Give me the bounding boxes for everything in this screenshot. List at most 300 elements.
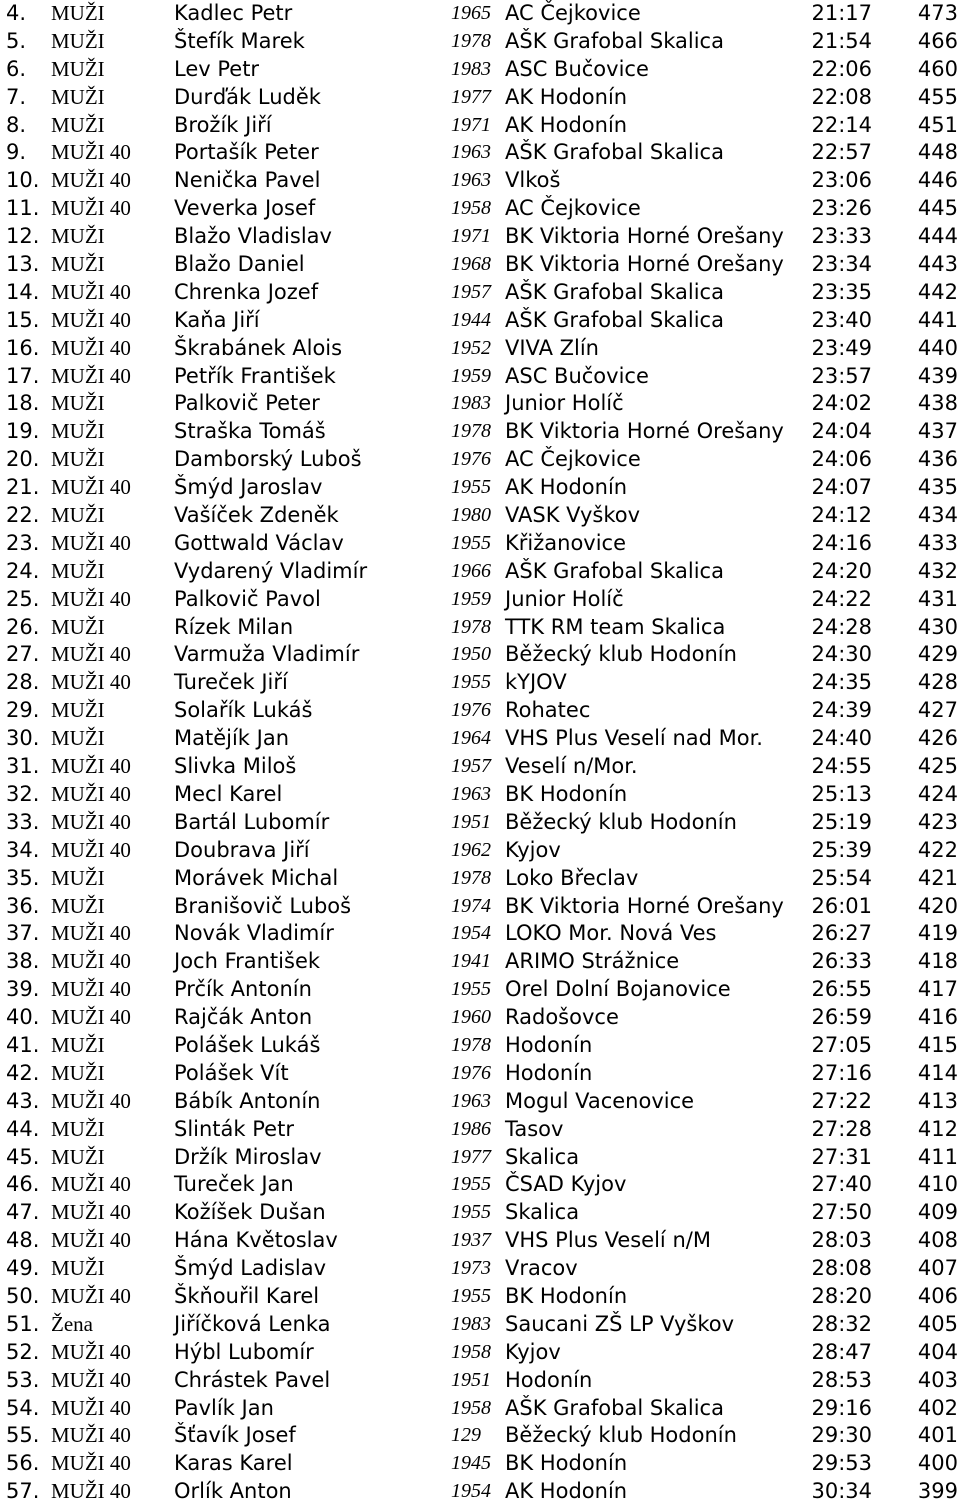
result-row	[0, 1227, 960, 1255]
time-cell: 29:53	[811, 1451, 872, 1476]
result-row	[0, 893, 960, 921]
name-cell: Gottwald Václav	[174, 530, 344, 555]
rank-cell: 55.	[6, 1423, 40, 1448]
result-row	[0, 195, 960, 223]
category-cell: MUŽI	[51, 1032, 105, 1057]
time-cell: 23:33	[811, 224, 872, 249]
result-row	[0, 614, 960, 642]
club-cell: ČSAD Kyjov	[505, 1172, 627, 1197]
points-cell: 419	[917, 921, 958, 946]
year-cell: 1977	[451, 1145, 491, 1168]
name-cell: Veverka Josef	[174, 196, 316, 221]
year-cell: 1955	[451, 978, 491, 1001]
year-cell: 1976	[451, 699, 491, 722]
result-row	[0, 335, 960, 363]
time-cell: 27:22	[811, 1088, 872, 1113]
points-cell: 408	[917, 1228, 958, 1253]
points-cell: 415	[917, 1032, 958, 1057]
category-cell: MUŽI 40	[51, 475, 131, 500]
category-cell: MUŽI 40	[51, 1395, 131, 1420]
time-cell: 24:04	[811, 419, 872, 444]
category-cell: MUŽI 40	[51, 1005, 131, 1030]
club-cell: ARIMO Strážnice	[505, 949, 680, 974]
points-cell: 466	[917, 28, 958, 53]
time-cell: 28:08	[811, 1256, 872, 1281]
category-cell: MUŽI 40	[51, 140, 131, 165]
time-cell: 24:30	[811, 642, 872, 667]
club-cell: AŠK Grafobal Skalica	[505, 307, 724, 332]
points-cell: 413	[917, 1088, 958, 1113]
time-cell: 22:57	[811, 140, 872, 165]
result-row	[0, 112, 960, 140]
name-cell: Kožíšek Dušan	[174, 1200, 326, 1225]
name-cell: Lev Petr	[174, 56, 260, 81]
result-row	[0, 1255, 960, 1283]
name-cell: Škňouřil Karel	[174, 1283, 320, 1308]
year-cell: 1963	[451, 141, 491, 164]
name-cell: Štefík Marek	[174, 28, 305, 53]
time-cell: 30:34	[811, 1479, 872, 1504]
result-row	[0, 167, 960, 195]
result-row	[0, 474, 960, 502]
name-cell: Tureček Jan	[174, 1172, 294, 1197]
year-cell: 1952	[451, 336, 491, 359]
club-cell: BK Viktoria Horné Orešany	[505, 893, 784, 918]
club-cell: Junior Holíč	[505, 391, 624, 416]
name-cell: Matějík Jan	[174, 726, 290, 751]
points-cell: 422	[917, 837, 958, 862]
result-row	[0, 1422, 960, 1450]
result-row	[0, 1171, 960, 1199]
time-cell: 24:20	[811, 558, 872, 583]
year-cell: 1944	[451, 308, 491, 331]
result-row	[0, 363, 960, 391]
time-cell: 27:31	[811, 1144, 872, 1169]
category-cell: MUŽI 40	[51, 837, 131, 862]
time-cell: 29:16	[811, 1395, 872, 1420]
result-row	[0, 669, 960, 697]
name-cell: Prčík Antonín	[174, 977, 312, 1002]
result-row	[0, 251, 960, 279]
club-cell: Hodonín	[505, 1032, 593, 1057]
points-cell: 444	[917, 224, 958, 249]
points-cell: 417	[917, 977, 958, 1002]
result-row	[0, 139, 960, 167]
name-cell: Bábík Antonín	[174, 1088, 321, 1113]
club-cell: AC Čejkovice	[505, 1, 641, 25]
club-cell: Hodonín	[505, 1060, 593, 1085]
club-cell: Kyjov	[505, 1339, 561, 1364]
name-cell: Vašíček Zdeněk	[174, 503, 339, 528]
category-cell: MUŽI 40	[51, 1228, 131, 1253]
time-cell: 24:12	[811, 503, 872, 528]
points-cell: 433	[917, 530, 958, 555]
year-cell: 1971	[451, 225, 491, 248]
year-cell: 1955	[451, 476, 491, 499]
category-cell: MUŽI 40	[51, 1339, 131, 1364]
name-cell: Rízek Milan	[174, 614, 294, 639]
time-cell: 28:20	[811, 1283, 872, 1308]
rank-cell: 51.	[6, 1311, 40, 1336]
club-cell: kYJOV	[505, 670, 567, 695]
category-cell: MUŽI 40	[51, 279, 131, 304]
year-cell: 1957	[451, 280, 491, 303]
name-cell: Slivka Miloš	[174, 754, 297, 779]
category-cell: MUŽI 40	[51, 1172, 131, 1197]
category-cell: MUŽI	[51, 28, 105, 53]
club-cell: Skalica	[505, 1200, 580, 1225]
year-cell: 1941	[451, 950, 491, 973]
rank-cell: 7.	[6, 84, 27, 109]
club-cell: TTK RM team Skalica	[505, 614, 726, 639]
year-cell: 1963	[451, 169, 491, 192]
year-cell: 1937	[451, 1229, 491, 1252]
points-cell: 441	[917, 307, 958, 332]
rank-cell: 38.	[6, 949, 40, 974]
year-cell: 1965	[451, 2, 491, 24]
year-cell: 1977	[451, 85, 491, 108]
points-cell: 407	[917, 1256, 958, 1281]
club-cell: AŠK Grafobal Skalica	[505, 28, 724, 53]
year-cell: 1955	[451, 671, 491, 694]
club-cell: BK Hodonín	[505, 1451, 628, 1476]
points-cell: 429	[917, 642, 958, 667]
points-cell: 439	[917, 363, 958, 388]
points-cell: 405	[917, 1311, 958, 1336]
result-row	[0, 725, 960, 753]
year-cell: 1959	[451, 364, 491, 387]
rank-cell: 8.	[6, 112, 27, 137]
time-cell: 25:39	[811, 837, 872, 862]
year-cell: 1951	[451, 1368, 491, 1391]
result-row	[0, 976, 960, 1004]
name-cell: Jiříčková Lenka	[174, 1311, 331, 1336]
rank-cell: 43.	[6, 1088, 40, 1113]
points-cell: 427	[917, 698, 958, 723]
year-cell: 1971	[451, 113, 491, 136]
points-cell: 406	[917, 1283, 958, 1308]
category-cell: MUŽI 40	[51, 642, 131, 667]
category-cell: MUŽI 40	[51, 949, 131, 974]
name-cell: Joch František	[174, 949, 321, 974]
name-cell: Straška Tomáš	[174, 419, 326, 444]
time-cell: 23:57	[811, 363, 872, 388]
year-cell: 1958	[451, 197, 491, 220]
points-cell: 435	[917, 475, 958, 500]
year-cell: 1983	[451, 392, 491, 415]
year-cell: 1974	[451, 894, 491, 917]
points-cell: 448	[917, 140, 958, 165]
rank-cell: 25.	[6, 586, 40, 611]
category-cell: MUŽI 40	[51, 196, 131, 221]
club-cell: LOKO Mor. Nová Ves	[505, 921, 717, 946]
club-cell: AŠK Grafobal Skalica	[505, 1395, 724, 1420]
category-cell: MUŽI 40	[51, 670, 131, 695]
club-cell: AK Hodonín	[505, 112, 628, 137]
points-cell: 473	[917, 1, 958, 25]
year-cell: 1955	[451, 531, 491, 554]
result-row	[0, 502, 960, 530]
rank-cell: 15.	[6, 307, 40, 332]
result-row	[0, 1032, 960, 1060]
club-cell: BK Hodonín	[505, 781, 628, 806]
year-cell: 129	[451, 1424, 481, 1447]
name-cell: Blažo Vladislav	[174, 224, 332, 249]
year-cell: 1986	[451, 1117, 491, 1140]
club-cell: BK Viktoria Horné Orešany	[505, 252, 784, 277]
category-cell: MUŽI	[51, 1256, 105, 1281]
rank-cell: 40.	[6, 1005, 40, 1030]
result-row	[0, 1283, 960, 1311]
result-row	[0, 1478, 960, 1506]
name-cell: Chrenka Jozef	[174, 279, 319, 304]
rank-cell: 28.	[6, 670, 40, 695]
rank-cell: 4.	[6, 1, 27, 25]
rank-cell: 22.	[6, 503, 40, 528]
category-cell: MUŽI	[51, 698, 105, 723]
club-cell: ASC Bučovice	[505, 363, 649, 388]
category-cell: MUŽI 40	[51, 1283, 131, 1308]
points-cell: 438	[917, 391, 958, 416]
time-cell: 26:59	[811, 1005, 872, 1030]
category-cell: MUŽI 40	[51, 1451, 131, 1476]
category-cell: MUŽI 40	[51, 1479, 131, 1504]
club-cell: Vlkoš	[505, 168, 561, 193]
time-cell: 22:14	[811, 112, 872, 137]
name-cell: Solařík Lukáš	[174, 698, 313, 723]
year-cell: 1955	[451, 1284, 491, 1307]
points-cell: 432	[917, 558, 958, 583]
club-cell: Radošovce	[505, 1005, 619, 1030]
points-cell: 409	[917, 1200, 958, 1225]
result-row	[0, 1004, 960, 1032]
rank-cell: 39.	[6, 977, 40, 1002]
rank-cell: 29.	[6, 698, 40, 723]
result-row	[0, 28, 960, 56]
club-cell: ASC Bučovice	[505, 56, 649, 81]
rank-cell: 47.	[6, 1200, 40, 1225]
category-cell: MUŽI 40	[51, 1200, 131, 1225]
rank-cell: 42.	[6, 1060, 40, 1085]
time-cell: 24:07	[811, 475, 872, 500]
points-cell: 431	[917, 586, 958, 611]
result-row	[0, 1060, 960, 1088]
points-cell: 430	[917, 614, 958, 639]
rank-cell: 35.	[6, 865, 40, 890]
points-cell: 416	[917, 1005, 958, 1030]
points-cell: 420	[917, 893, 958, 918]
rank-cell: 41.	[6, 1032, 40, 1057]
result-row	[0, 84, 960, 112]
points-cell: 400	[917, 1451, 958, 1476]
rank-cell: 9.	[6, 140, 27, 165]
points-cell: 418	[917, 949, 958, 974]
club-cell: AK Hodonín	[505, 475, 628, 500]
name-cell: Kaňa Jiří	[174, 307, 260, 332]
category-cell: MUŽI	[51, 1, 105, 25]
rank-cell: 57.	[6, 1479, 40, 1504]
category-cell: MUŽI	[51, 1060, 105, 1085]
club-cell: Mogul Vacenovice	[505, 1088, 695, 1113]
points-cell: 460	[917, 56, 958, 81]
club-cell: BK Hodonín	[505, 1283, 628, 1308]
time-cell: 23:49	[811, 335, 872, 360]
points-cell: 411	[917, 1144, 958, 1169]
club-cell: Běžecký klub Hodonín	[505, 809, 737, 834]
time-cell: 25:13	[811, 781, 872, 806]
rank-cell: 37.	[6, 921, 40, 946]
rank-cell: 24.	[6, 558, 40, 583]
rank-cell: 14.	[6, 279, 40, 304]
points-cell: 424	[917, 781, 958, 806]
year-cell: 1973	[451, 1257, 491, 1280]
result-row	[0, 1199, 960, 1227]
year-cell: 1976	[451, 448, 491, 471]
club-cell: Tasov	[505, 1116, 564, 1141]
year-cell: 1976	[451, 1061, 491, 1084]
club-cell: AŠK Grafobal Skalica	[505, 558, 724, 583]
rank-cell: 30.	[6, 726, 40, 751]
category-cell: MUŽI 40	[51, 530, 131, 555]
category-cell: MUŽI	[51, 893, 105, 918]
time-cell: 23:35	[811, 279, 872, 304]
name-cell: Doubrava Jiří	[174, 837, 310, 862]
year-cell: 1955	[451, 1173, 491, 1196]
points-cell: 402	[917, 1395, 958, 1420]
club-cell: Orel Dolní Bojanovice	[505, 977, 731, 1002]
year-cell: 1978	[451, 615, 491, 638]
time-cell: 23:26	[811, 196, 872, 221]
time-cell: 28:53	[811, 1367, 872, 1392]
time-cell: 25:19	[811, 809, 872, 834]
time-cell: 27:16	[811, 1060, 872, 1085]
name-cell: Vydarený Vladimír	[174, 558, 368, 583]
category-cell: MUŽI 40	[51, 1367, 131, 1392]
result-row	[0, 1311, 960, 1339]
rank-cell: 54.	[6, 1395, 40, 1420]
category-cell: MUŽI	[51, 558, 105, 583]
time-cell: 24:28	[811, 614, 872, 639]
rank-cell: 53.	[6, 1367, 40, 1392]
name-cell: Šmýd Ladislav	[174, 1256, 327, 1281]
time-cell: 27:50	[811, 1200, 872, 1225]
club-cell: BK Viktoria Horné Orešany	[505, 419, 784, 444]
result-row	[0, 418, 960, 446]
name-cell: Bartál Lubomír	[174, 809, 330, 834]
year-cell: 1955	[451, 1201, 491, 1224]
year-cell: 1960	[451, 1006, 491, 1029]
time-cell: 24:35	[811, 670, 872, 695]
name-cell: Škrabánek Alois	[174, 335, 343, 360]
category-cell: MUŽI	[51, 112, 105, 137]
name-cell: Varmuža Vladimír	[174, 642, 360, 667]
rank-cell: 49.	[6, 1256, 40, 1281]
name-cell: Orlík Anton	[174, 1479, 292, 1504]
year-cell: 1954	[451, 922, 491, 945]
year-cell: 1983	[451, 1312, 491, 1335]
name-cell: Morávek Michal	[174, 865, 339, 890]
time-cell: 24:55	[811, 754, 872, 779]
name-cell: Polášek Lukáš	[174, 1032, 321, 1057]
time-cell: 24:39	[811, 698, 872, 723]
time-cell: 26:33	[811, 949, 872, 974]
points-cell: 437	[917, 419, 958, 444]
name-cell: Durďák Luděk	[174, 84, 321, 109]
rank-cell: 5.	[6, 28, 27, 53]
year-cell: 1959	[451, 587, 491, 610]
category-cell: MUŽI	[51, 726, 105, 751]
result-row	[0, 697, 960, 725]
name-cell: Hýbl Lubomír	[174, 1339, 314, 1364]
name-cell: Branišovič Luboš	[174, 893, 352, 918]
rank-cell: 34.	[6, 837, 40, 862]
name-cell: Šťavík Josef	[174, 1423, 296, 1448]
rank-cell: 46.	[6, 1172, 40, 1197]
category-cell: MUŽI 40	[51, 1423, 131, 1448]
name-cell: Držík Miroslav	[174, 1144, 322, 1169]
rank-cell: 33.	[6, 809, 40, 834]
year-cell: 1963	[451, 782, 491, 805]
name-cell: Rajčák Anton	[174, 1005, 313, 1030]
year-cell: 1945	[451, 1452, 491, 1475]
points-cell: 451	[917, 112, 958, 137]
name-cell: Chrástek Pavel	[174, 1367, 331, 1392]
year-cell: 1966	[451, 559, 491, 582]
points-cell: 434	[917, 503, 958, 528]
name-cell: Slinták Petr	[174, 1116, 294, 1141]
result-row	[0, 837, 960, 865]
result-row	[0, 223, 960, 251]
rank-cell: 31.	[6, 754, 40, 779]
time-cell: 29:30	[811, 1423, 872, 1448]
name-cell: Tureček Jiří	[174, 670, 288, 695]
points-cell: 401	[917, 1423, 958, 1448]
name-cell: Damborský Luboš	[174, 447, 362, 472]
category-cell: MUŽI 40	[51, 977, 131, 1002]
name-cell: Karas Karel	[174, 1451, 293, 1476]
points-cell: 426	[917, 726, 958, 751]
result-row	[0, 1144, 960, 1172]
time-cell: 21:17	[811, 1, 872, 25]
category-cell: MUŽI	[51, 419, 105, 444]
year-cell: 1958	[451, 1396, 491, 1419]
time-cell: 26:27	[811, 921, 872, 946]
time-cell: 23:34	[811, 252, 872, 277]
time-cell: 23:40	[811, 307, 872, 332]
category-cell: MUŽI 40	[51, 335, 131, 360]
rank-cell: 56.	[6, 1451, 40, 1476]
time-cell: 21:54	[811, 28, 872, 53]
result-row	[0, 1395, 960, 1423]
category-cell: MUŽI 40	[51, 809, 131, 834]
points-cell: 428	[917, 670, 958, 695]
club-cell: Veselí n/Mor.	[505, 754, 638, 779]
year-cell: 1978	[451, 420, 491, 443]
club-cell: AK Hodonín	[505, 1479, 628, 1504]
category-cell: MUŽI 40	[51, 307, 131, 332]
name-cell: Kadlec Petr	[174, 1, 293, 25]
name-cell: Brožík Jiří	[174, 112, 272, 137]
result-row	[0, 865, 960, 893]
time-cell: 24:02	[811, 391, 872, 416]
club-cell: Skalica	[505, 1144, 580, 1169]
category-cell: MUŽI	[51, 84, 105, 109]
result-row	[0, 1116, 960, 1144]
category-cell: MUŽI	[51, 503, 105, 528]
name-cell: Polášek Vít	[174, 1060, 289, 1085]
category-cell: Žena	[51, 1311, 93, 1336]
rank-cell: 27.	[6, 642, 40, 667]
